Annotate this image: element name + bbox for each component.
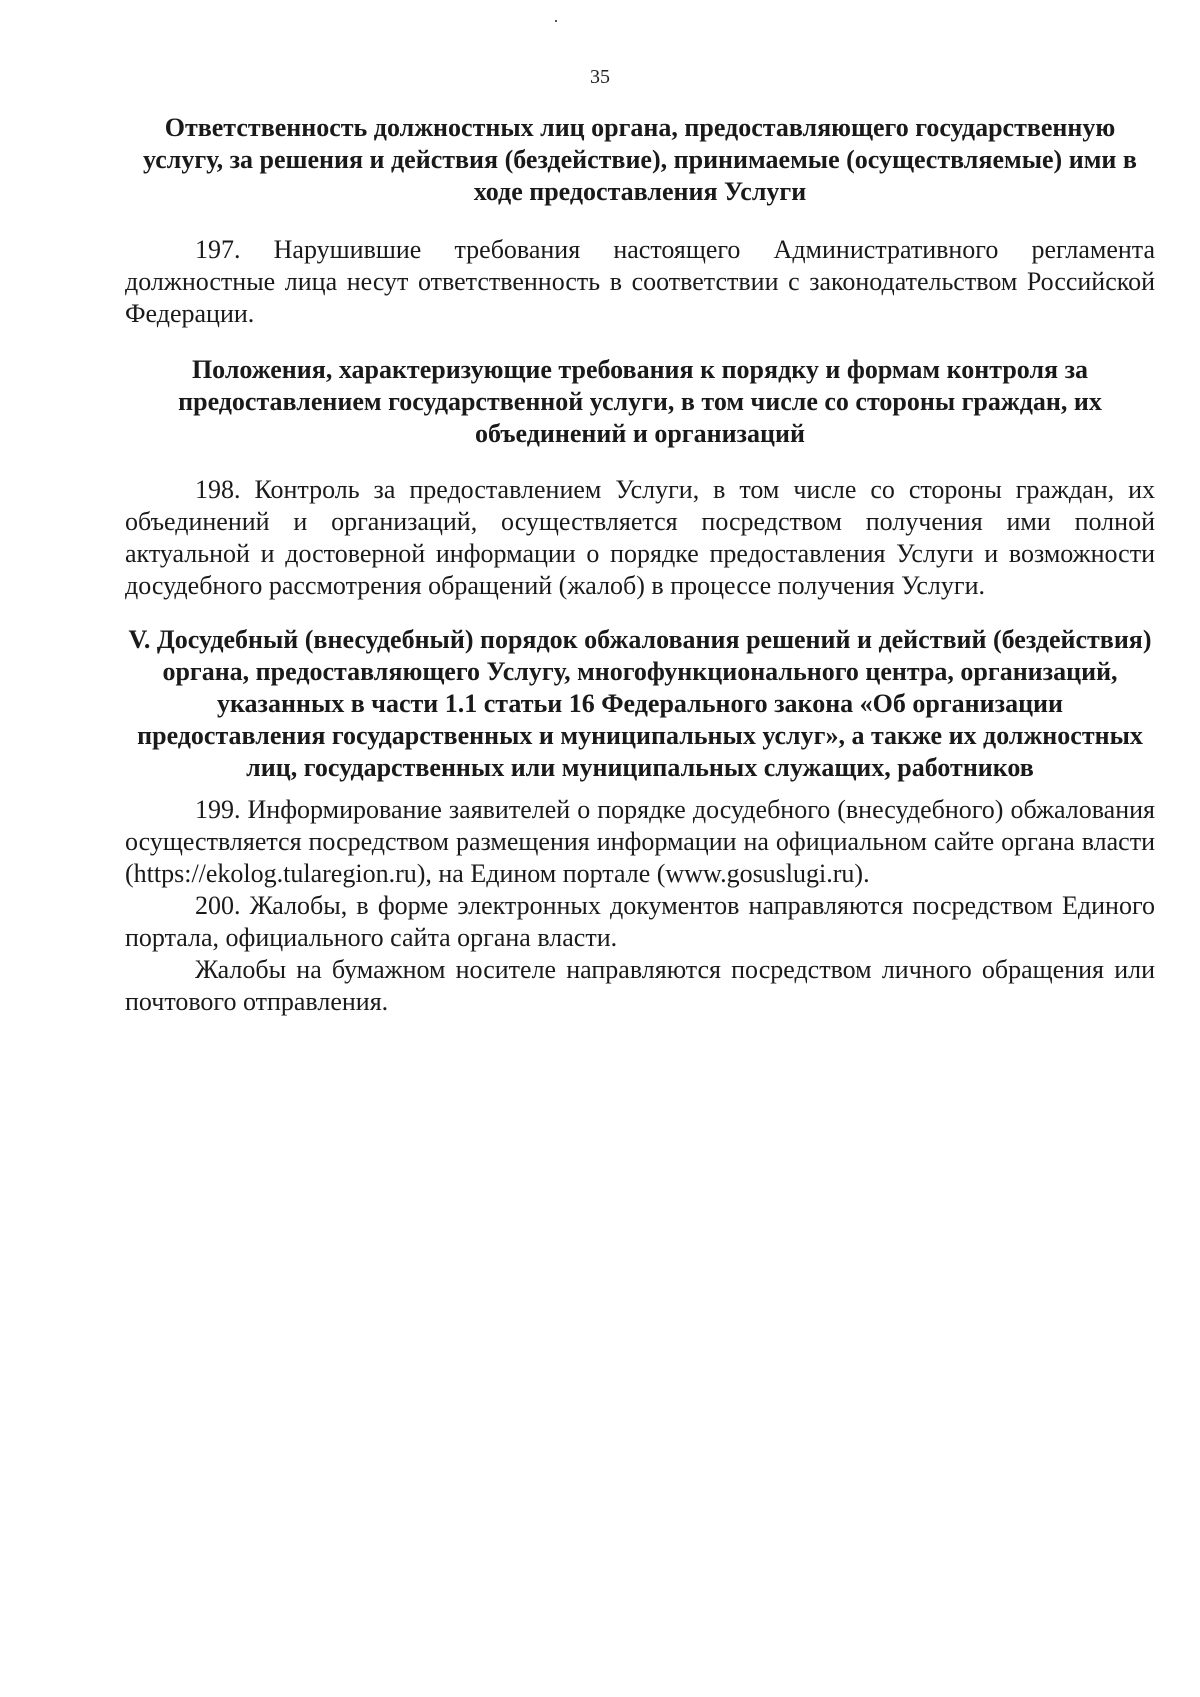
section-heading: Ответственность должностных лиц органа, предоставляющего государственную услугу, за решения и действия (бездействие), принимаемые (осуществляемые) ими в ходе предоставления Услуги — [143, 113, 1137, 206]
section-pretrial-appeal — [125, 624, 1155, 1018]
paragraph-198: 198. Контроль за предоставлением Услуги, в том числе со стороны граждан, их объединений и организаций, осуществляется посредством получения ими полной актуальной и достоверной информации о порядке предоставления Услуги и возможности досудебного рассмотрения обращений (жалоб) в процессе получения Услуги. — [125, 475, 1155, 600]
scan-artifact — [555, 20, 557, 22]
document-body — [125, 112, 1155, 1018]
section-heading: Положения, характеризующие требования к порядку и формам контроля за предоставлением государственной услуги, в том числе со стороны граждан, их объединений и организаций — [178, 355, 1102, 448]
section-official-responsibility — [125, 112, 1155, 330]
page-number: 35 — [590, 66, 610, 88]
section-heading: V. Досудебный (внесудебный) порядок обжалования решений и действий (бездействия) органа, предоставляющего Услугу, многофункционального центра, организаций, указанных в части 1.1 статьи 16 Федерального закона «Об организации предоставления государственных и муниципальных услуг», а также их должностных лиц, государственных или муниципальных служащих, работников — [128, 625, 1152, 782]
section-control-provisions — [125, 354, 1155, 602]
paragraph-197: 197. Нарушившие требования настоящего Административного регламента должностные лица несут ответственность в соответствии с законодательством Российской Федерации. — [125, 235, 1155, 328]
paragraph-200: 200. Жалобы, в форме электронных документов направляются посредством Единого портала, официального сайта органа власти. — [125, 891, 1155, 952]
paragraph-199: 199. Информирование заявителей о порядке досудебного (внесудебного) обжалования осуществляется посредством размещения информации на официальном сайте органа власти (https://ekolog.tularegion.ru), на Едином портале (www.gosuslugi.ru). — [125, 795, 1155, 888]
paragraph-200-continued: Жалобы на бумажном носителе направляются посредством личного обращения или почтового отправления. — [125, 955, 1155, 1016]
